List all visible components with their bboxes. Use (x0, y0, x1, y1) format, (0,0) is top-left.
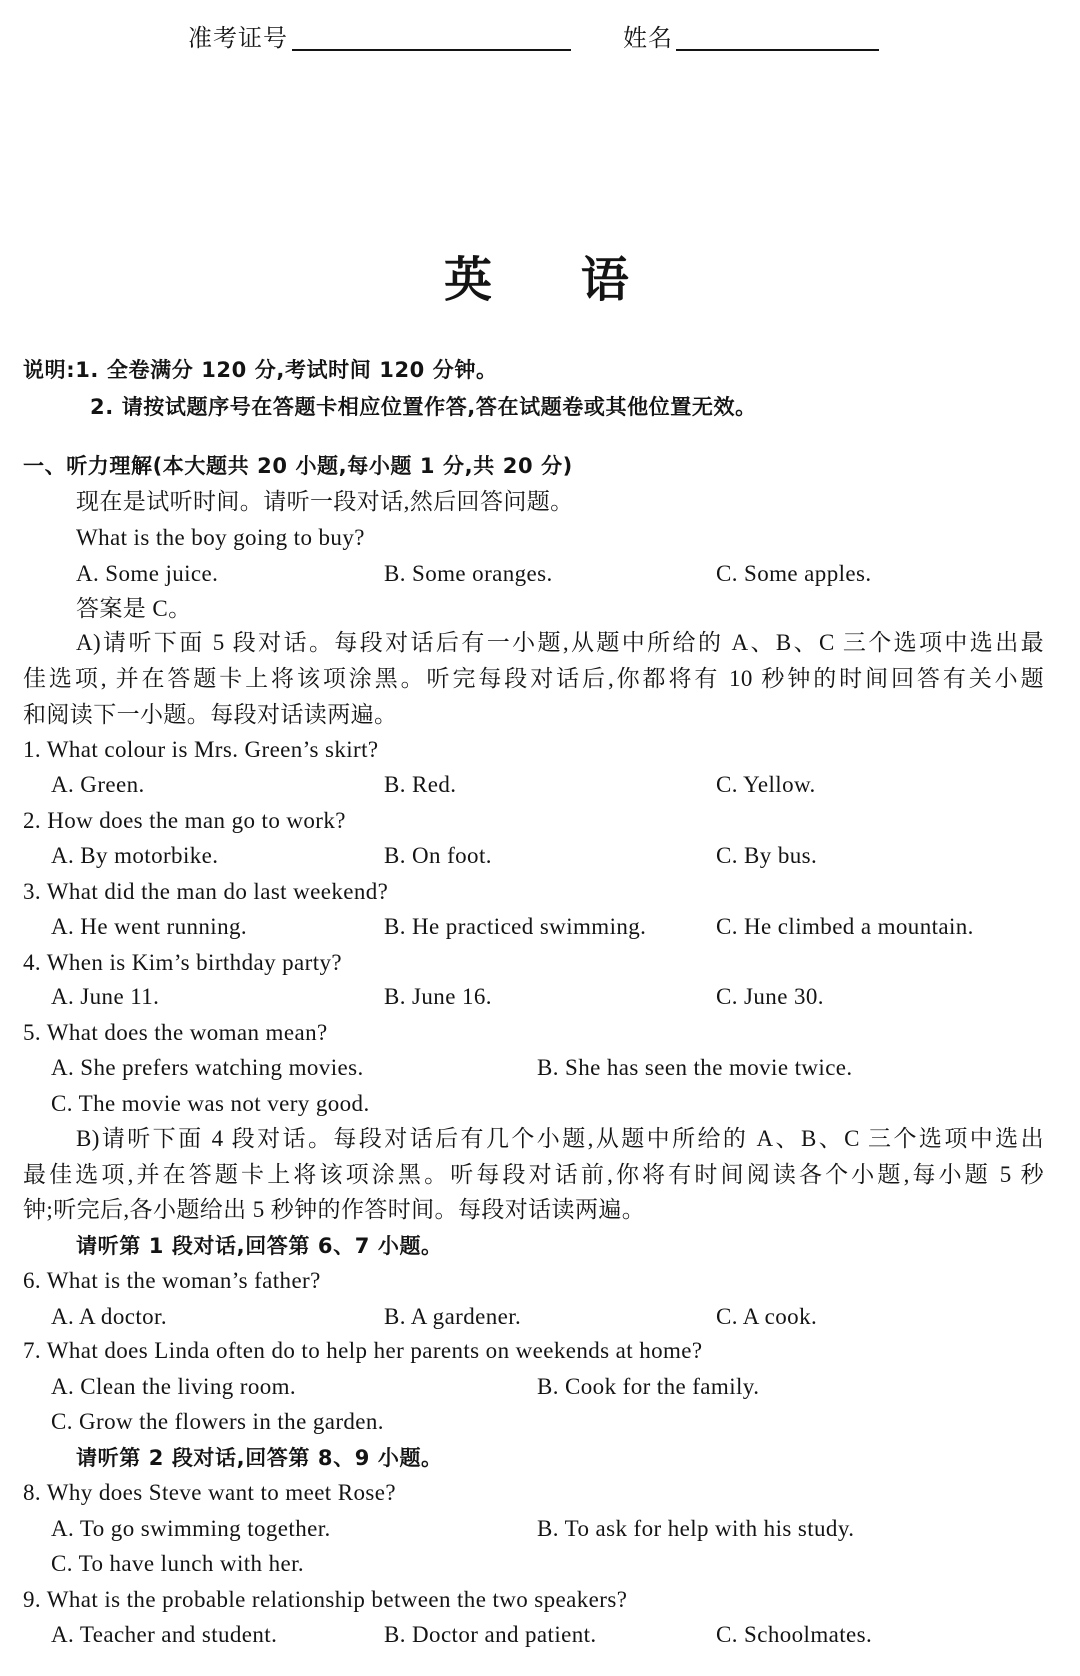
instructions-line-1 (23, 352, 498, 388)
question-1: 1. What colour is Mrs. Green’s skirt? (23, 737, 379, 762)
option-a: A. He went running. (51, 914, 248, 939)
question-5: 5. What does the woman mean? (23, 1020, 328, 1045)
option-b: B. A gardener. (384, 1304, 522, 1329)
instruction-item: 1. 全卷满分 120 分,考试时间 120 分钟。 (75, 358, 498, 382)
instructions-label: 说明: (23, 358, 76, 382)
option-a: A. She prefers watching movies. (51, 1055, 364, 1080)
option-b: B. On foot. (384, 843, 492, 868)
option-a: A. Some juice. (76, 561, 219, 586)
option-c: C. Schoolmates. (716, 1622, 873, 1647)
question-5-options (0, 1050, 1080, 1086)
option-a: A. Green. (51, 772, 145, 797)
option-a: A. To go swimming together. (51, 1516, 331, 1541)
option-c: C. He climbed a mountain. (716, 914, 974, 939)
option-c: C. By bus. (716, 843, 818, 868)
option-b: B. Doctor and patient. (384, 1622, 597, 1647)
trial-question: What is the boy going to buy? (76, 525, 365, 550)
exam-title: 英 语 (444, 252, 629, 308)
option-a: A. Teacher and student. (51, 1622, 278, 1647)
question-1-options (0, 767, 1080, 803)
option-c: C. The movie was not very good. (51, 1091, 370, 1116)
option-b: B. She has seen the movie twice. (537, 1055, 853, 1080)
option-b: B. To ask for help with his study. (537, 1516, 855, 1541)
option-c: C. To have lunch with her. (51, 1551, 305, 1576)
option-b: B. He practiced swimming. (384, 914, 647, 939)
dialogue-1-instruction: 请听第 1 段对话,回答第 6、7 小题。 (76, 1234, 443, 1258)
question-7: 7. What does Linda often do to help her parents on weekends at home? (23, 1338, 703, 1363)
option-a: A. June 11. (51, 984, 160, 1009)
question-3-options (0, 909, 1080, 945)
question-6-options (0, 1299, 1080, 1335)
option-c: C. June 30. (716, 984, 824, 1009)
option-b: B. Some oranges. (384, 561, 553, 586)
question-4: 4. When is Kim’s birthday party? (23, 950, 342, 975)
option-a: A. By motorbike. (51, 843, 219, 868)
part-a-directions-line: A)请听下面 5 段对话。每段对话后有一小题,从题中所给的 A、B、C 三个选项中选出最 (76, 630, 1044, 655)
option-c: C. Some apples. (716, 561, 872, 586)
question-3: 3. What did the man do last weekend? (23, 879, 389, 904)
trial-intro: 现在是试听时间。请听一段对话,然后回答问题。 (76, 489, 574, 514)
option-b: B. Cook for the family. (537, 1374, 760, 1399)
option-c: C. Yellow. (716, 772, 816, 797)
name-label: 姓名 (623, 26, 673, 52)
question-8: 8. Why does Steve want to meet Rose? (23, 1480, 396, 1505)
exam-id-label: 准考证号 (188, 26, 288, 52)
option-b: B. Red. (384, 772, 457, 797)
question-9: 9. What is the probable relationship between the two speakers? (23, 1587, 628, 1612)
option-c: C. A cook. (716, 1304, 818, 1329)
part-b-directions-line: 最佳选项,并在答题卡上将该项涂黑。听每段对话前,你将有时间阅读各个小题,每小题 5 秒 (23, 1162, 1044, 1187)
question-2: 2. How does the man go to work? (23, 808, 346, 833)
part-b-directions-line: B)请听下面 4 段对话。每段对话后有几个小题,从题中所给的 A、B、C 三个选项中选出 (76, 1126, 1044, 1151)
dialogue-2-instruction: 请听第 2 段对话,回答第 8、9 小题。 (76, 1446, 443, 1470)
part-a-directions-line: 佳选项, 并在答题卡上将该项涂黑。听完每段对话后,你都将有 10 秒钟的时间回答有关小题 (23, 666, 1044, 691)
trial-answer: 答案是 C。 (76, 596, 192, 621)
question-2-options (0, 838, 1080, 874)
question-8-options (0, 1511, 1080, 1547)
question-7-options (0, 1369, 1080, 1405)
question-6: 6. What is the woman’s father? (23, 1268, 321, 1293)
question-4-options (0, 979, 1080, 1015)
part-a-directions-line: 和阅读下一小题。每段对话读两遍。 (23, 702, 398, 727)
name-blank (676, 49, 879, 51)
section-heading: 一、听力理解(本大题共 20 小题,每小题 1 分,共 20 分) (23, 454, 573, 478)
exam-id-blank (292, 49, 571, 51)
part-b-directions-line: 钟;听完后,各小题给出 5 秒钟的作答时间。每段对话读两遍。 (23, 1197, 646, 1222)
question-9-options (0, 1617, 1080, 1653)
option-a: A. Clean the living room. (51, 1374, 297, 1399)
option-a: A. A doctor. (51, 1304, 167, 1329)
trial-options (0, 556, 1080, 592)
instruction-item: 2. 请按试题序号在答题卡相应位置作答,答在试题卷或其他位置无效。 (90, 395, 757, 419)
option-c: C. Grow the flowers in the garden. (51, 1409, 384, 1434)
option-b: B. June 16. (384, 984, 492, 1009)
